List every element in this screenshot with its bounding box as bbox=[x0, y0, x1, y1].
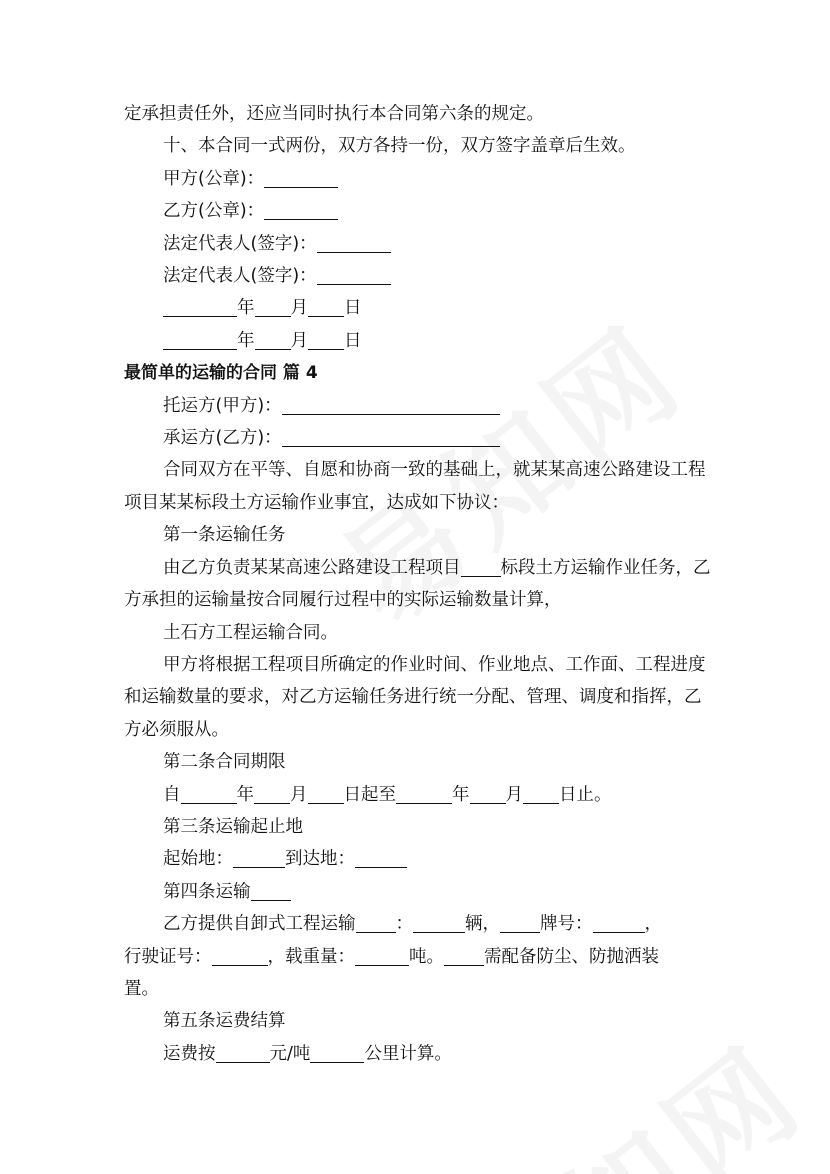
legal-rep-line-1 bbox=[124, 228, 714, 260]
start-label: 起始地： bbox=[163, 849, 233, 870]
year-label: 年 bbox=[237, 298, 255, 319]
year-label: 年 bbox=[237, 330, 255, 351]
article-4-line-3: 置。 bbox=[124, 978, 159, 999]
article-3-title: 第三条运输起止地 bbox=[163, 816, 303, 837]
party-b-seal-line bbox=[124, 195, 714, 227]
blank-field bbox=[181, 785, 237, 804]
route-line bbox=[124, 843, 714, 875]
article-1-text-a: 由乙方负责某某高速公路建设工程项目 bbox=[163, 557, 461, 578]
day-label: 日 bbox=[344, 298, 362, 319]
blank-field bbox=[308, 331, 344, 350]
blank-field bbox=[216, 1044, 270, 1063]
month-label: 月 bbox=[290, 298, 308, 319]
blank-field bbox=[500, 914, 540, 933]
article-1-text-b: 标段土方运输作业任务，乙方承担的运输量按合同履行过程中的实际运输数量计算， bbox=[124, 557, 711, 611]
blank-field bbox=[282, 396, 500, 415]
blank-field bbox=[317, 266, 391, 285]
article-4-title-text: 第四条运输 bbox=[163, 881, 251, 902]
article-5-title: 第五条运费结算 bbox=[163, 1011, 286, 1032]
period-from: 自 bbox=[163, 784, 181, 805]
blank-field bbox=[308, 298, 344, 317]
date-line-1 bbox=[124, 292, 714, 324]
blank-field bbox=[163, 298, 237, 317]
blank-field bbox=[282, 428, 500, 447]
blank-field bbox=[255, 298, 291, 317]
year-label: 年 bbox=[236, 784, 254, 805]
blank-field bbox=[310, 1044, 364, 1063]
article-1-paragraph-2: 甲方将根据工程项目所确定的作业时间、作业地点、工作面、工程进度和运输数量的要求，对乙方运输任务进行统一分配、管理、调度和指挥，乙方必须服从。 bbox=[124, 654, 706, 740]
blank-field bbox=[212, 947, 268, 966]
shipper-label: 托运方(甲方)： bbox=[163, 395, 282, 416]
blank-field bbox=[444, 947, 484, 966]
per-ton-label: 元/吨 bbox=[269, 1043, 311, 1064]
blank-field bbox=[264, 201, 338, 220]
comma: ， bbox=[644, 914, 662, 935]
blank-field bbox=[396, 785, 452, 804]
party-a-seal-line bbox=[124, 163, 714, 195]
article-2-title: 第二条合同期限 bbox=[163, 752, 286, 773]
section-heading: 最简单的运输的合同 篇 4 bbox=[124, 363, 318, 384]
blank-field bbox=[356, 914, 396, 933]
blank-field bbox=[461, 558, 501, 577]
month-label: 月 bbox=[290, 784, 308, 805]
article-1-title: 第一条运输任务 bbox=[163, 525, 286, 546]
blank-field bbox=[163, 331, 237, 350]
blank-field bbox=[317, 234, 391, 253]
license-label: 行驶证号： bbox=[124, 946, 212, 967]
year-label: 年 bbox=[452, 784, 470, 805]
carrier-label: 承运方(乙方)： bbox=[163, 428, 282, 449]
party-a-seal-label: 甲方(公章)： bbox=[163, 168, 265, 189]
blank-field bbox=[413, 914, 465, 933]
document-body bbox=[124, 98, 714, 1070]
line-continuation: 定承担责任外，还应当同时执行本合同第六条的规定。 bbox=[124, 104, 544, 124]
day-to-label: 日起至 bbox=[343, 784, 396, 805]
blank-field bbox=[254, 785, 290, 804]
date-line-2 bbox=[124, 325, 714, 357]
party-b-seal-label: 乙方(公章)： bbox=[163, 201, 265, 222]
legal-rep-label: 法定代表人(签字)： bbox=[163, 266, 317, 287]
day-end-label: 日止。 bbox=[559, 784, 612, 805]
intro-paragraph: 合同双方在平等、自愿和协商一致的基础上，就某某高速公路建设工程项目某某标段土方运输作业事宜，达成如下协议： bbox=[124, 460, 706, 513]
blank-field bbox=[233, 849, 285, 868]
clause-ten: 十、本合同一式两份，双方各持一份，双方签字盖章后生效。 bbox=[163, 136, 636, 157]
vehicle-type-label: 乙方提供自卸式工程运输 bbox=[163, 914, 356, 935]
load-label: ，载重量： bbox=[267, 946, 355, 967]
blank-field bbox=[255, 331, 291, 350]
km-label: 公里计算。 bbox=[364, 1043, 452, 1064]
blank-field bbox=[523, 785, 559, 804]
colon: ： bbox=[395, 914, 413, 935]
blank-field bbox=[251, 882, 291, 901]
blank-field bbox=[308, 785, 344, 804]
article-4-line-2 bbox=[124, 941, 714, 973]
article-1-paragraph bbox=[124, 552, 714, 617]
day-label: 日 bbox=[344, 330, 362, 351]
freight-line bbox=[124, 1038, 714, 1070]
freight-label: 运费按 bbox=[163, 1043, 216, 1064]
plate-label: 牌号： bbox=[540, 914, 593, 935]
carrier-line bbox=[124, 422, 714, 454]
article-1-note: 土石方工程运输合同。 bbox=[163, 622, 338, 643]
vehicle-count-label: 辆， bbox=[465, 914, 500, 935]
blank-field bbox=[264, 169, 338, 188]
ton-label: 吨。 bbox=[409, 946, 444, 967]
article-4-title bbox=[124, 876, 714, 908]
month-label: 月 bbox=[505, 784, 523, 805]
month-label: 月 bbox=[290, 330, 308, 351]
article-4-line-1 bbox=[124, 908, 714, 940]
legal-rep-label: 法定代表人(签字)： bbox=[163, 233, 317, 254]
blank-field bbox=[470, 785, 506, 804]
destination-label: 到达地： bbox=[285, 849, 355, 870]
legal-rep-line-2 bbox=[124, 260, 714, 292]
blank-field bbox=[593, 914, 645, 933]
blank-field bbox=[355, 849, 407, 868]
blank-field bbox=[355, 947, 409, 966]
contract-period-line bbox=[124, 779, 714, 811]
shipper-line bbox=[124, 390, 714, 422]
requirement-text: 需配备防尘、防抛洒装 bbox=[484, 946, 659, 967]
